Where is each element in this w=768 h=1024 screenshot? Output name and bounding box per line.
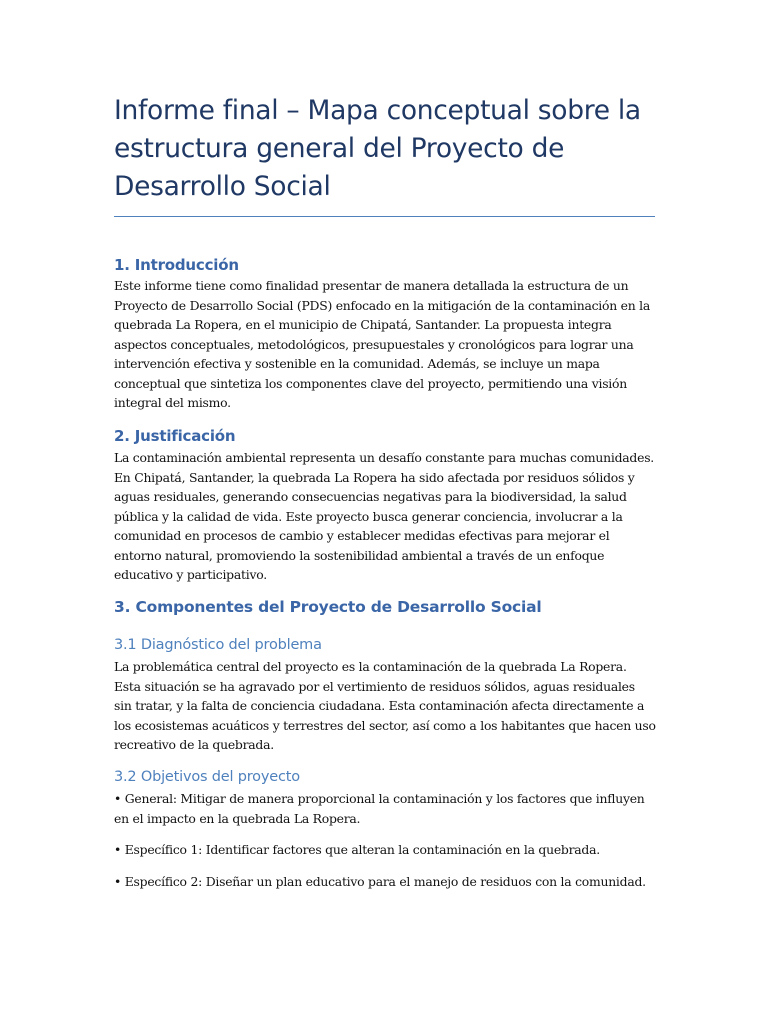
objetivo-general-item: • General: Mitigar de manera proporcional la contaminación y los factores que influyen en el impacto en la quebrada La Ropera.: [114, 791, 645, 826]
title-divider: [114, 216, 655, 217]
diagnostico-paragraph: La problemática central del proyecto es la contaminación de la quebrada La Ropera. Esta situación se ha agravado por el vertimiento de residuos sólidos, aguas residuales sin tratar, y la falta de conciencia ciudadana. Esta contaminación afecta directamente a los ecosistemas acuáticos y terrestres del sector, así como a los habitantes que hacen uso recreativo de la quebrada.: [114, 659, 656, 752]
section-heading-componentes: 3. Componentes del Proyecto de Desarrollo Social: [114, 598, 542, 616]
section-heading-justificacion: 2. Justificación: [114, 427, 236, 445]
section-heading-introduccion: 1. Introducción: [114, 256, 239, 274]
objetivo-especifico-2-item: • Específico 2: Diseñar un plan educativo para el manejo de residuos con la comunidad.: [114, 874, 646, 889]
subsection-heading-diagnostico: 3.1 Diagnóstico del problema: [114, 637, 322, 653]
objetivo-especifico-1-item: • Específico 1: Identificar factores que alteran la contaminación en la quebrada.: [114, 842, 600, 857]
subsection-heading-objetivos: 3.2 Objetivos del proyecto: [114, 769, 300, 785]
justificacion-paragraph: La contaminación ambiental representa un desafío constante para muchas comunidades. En Chipatá, Santander, la quebrada La Ropera ha sido afectada por residuos sólidos y aguas residuales, generando consecuencias negativas para la biodiversidad, la salud pública y la calidad de vida. Este proyecto busca generar conciencia, involucrar a la comunidad en procesos de cambio y establecer medidas efectivas para mejorar el entorno natural, promoviendo la sostenibilidad ambiental a través de un enfoque educativo y participativo.: [114, 450, 654, 582]
document-page: [114, 92, 656, 889]
document-title: Informe final – Mapa conceptual sobre la estructura general del Proyecto de Desarrollo Social: [114, 95, 641, 202]
introduccion-paragraph: Este informe tiene como finalidad presentar de manera detallada la estructura de un Proyecto de Desarrollo Social (PDS) enfocado en la mitigación de la contaminación en la quebrada La Ropera, en el municipio de Chipatá, Santander. La propuesta integra aspectos conceptuales, metodológicos, presupuestales y cronológicos para lograr una intervención efectiva y sostenible en la comunidad. Además, se incluye un mapa conceptual que sintetiza los componentes clave del proyecto, permitiendo una visión integral del mismo.: [114, 278, 650, 410]
